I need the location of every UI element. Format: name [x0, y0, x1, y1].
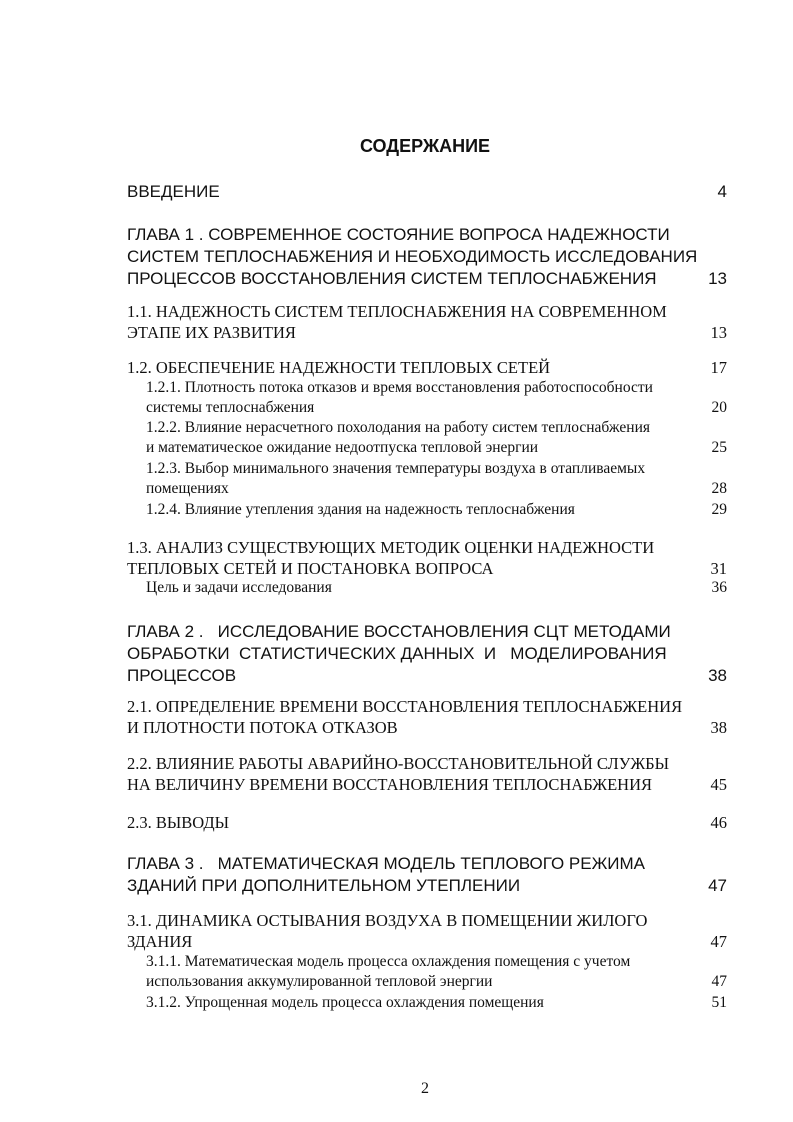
toc-title: СОДЕРЖАНИЕ: [359, 136, 491, 156]
toc-entry-line: Цель и задачи исследования: [146, 579, 332, 596]
toc-entry-line: И ПЛОТНОСТИ ПОТОКА ОТКАЗОВ: [127, 718, 398, 737]
toc-entry-page: 47: [710, 932, 727, 951]
toc-entry-line: ЗДАНИЯ: [127, 932, 193, 951]
toc-entry-page: 31: [710, 559, 727, 578]
toc-entry-line: ЭТАПЕ ИХ РАЗВИТИЯ: [127, 323, 296, 342]
toc-entry-line: помещениях: [146, 480, 229, 497]
toc-entry-line: ПРОЦЕССОВ ВОССТАНОВЛЕНИЯ СИСТЕМ ТЕПЛОСНАБЖЕНИЯ: [127, 269, 657, 288]
toc-entry-line: ГЛАВА 2 . ИССЛЕДОВАНИЕ ВОССТАНОВЛЕНИЯ СЦТ МЕТОДАМИ: [127, 622, 671, 641]
toc-entry-line: 1.2.2. Влияние нерасчетного похолодания на работу систем теплоснабжения: [146, 419, 650, 436]
toc-entry-line: 1.2.1. Плотность потока отказов и время восстановления работоспособности: [146, 379, 653, 396]
toc-entry-line: системы теплоснабжения: [146, 399, 315, 416]
toc-entry-page: 29: [711, 501, 727, 518]
toc-entry-line: ГЛАВА 3 . МАТЕМАТИЧЕСКАЯ МОДЕЛЬ ТЕПЛОВОГО РЕЖИМА: [127, 854, 646, 873]
toc-entry-line: НА ВЕЛИЧИНУ ВРЕМЕНИ ВОССТАНОВЛЕНИЯ ТЕПЛОСНАБЖЕНИЯ: [127, 775, 652, 794]
toc-entry-page: 20: [711, 399, 727, 416]
toc-entry-line: и математическое ожидание недоотпуска тепловой энергии: [146, 439, 539, 456]
toc-entry-line: ТЕПЛОВЫХ СЕТЕЙ И ПОСТАНОВКА ВОПРОСА: [127, 559, 494, 578]
toc-entry-line: 3.1.2. Упрощенная модель процесса охлаждения помещения: [146, 994, 544, 1011]
toc-entry-page: 38: [708, 666, 727, 685]
toc-entry-page: 38: [710, 718, 727, 737]
toc-entry-line: 2.1. ОПРЕДЕЛЕНИЕ ВРЕМЕНИ ВОССТАНОВЛЕНИЯ ТЕПЛОСНАБЖЕНИЯ: [127, 697, 683, 716]
toc-entry-page: 47: [708, 876, 727, 895]
toc-entry-line: 3.1. ДИНАМИКА ОСТЫВАНИЯ ВОЗДУХА В ПОМЕЩЕНИИ ЖИЛОГО: [127, 911, 648, 930]
toc-entry-page: 28: [711, 480, 727, 497]
toc-entry-line: 1.3. АНАЛИЗ СУЩЕСТВУЮЩИХ МЕТОДИК ОЦЕНКИ НАДЕЖНОСТИ: [127, 538, 655, 557]
toc-entry-page: 17: [710, 358, 727, 377]
toc-entry-line: ЗДАНИЙ ПРИ ДОПОЛНИТЕЛЬНОМ УТЕПЛЕНИИ: [127, 876, 521, 895]
toc-entry-line: 2.2. ВЛИЯНИЕ РАБОТЫ АВАРИЙНО-ВОССТАНОВИТЕЛЬНОЙ СЛУЖБЫ: [127, 754, 670, 773]
toc-entry-line: ВВЕДЕНИЕ: [127, 182, 220, 201]
toc-entry-page: 13: [708, 269, 727, 288]
toc-entry-line: ГЛАВА 1 . СОВРЕМЕННОЕ СОСТОЯНИЕ ВОПРОСА НАДЕЖНОСТИ: [127, 225, 670, 244]
page-number: 2: [421, 1080, 429, 1097]
toc-entry-page: 47: [711, 973, 727, 990]
toc-entry-page: 45: [710, 775, 727, 794]
toc-entry-line: СИСТЕМ ТЕПЛОСНАБЖЕНИЯ И НЕОБХОДИМОСТЬ ИССЛЕДОВАНИЯ: [127, 247, 698, 266]
toc-entry-line: ПРОЦЕССОВ: [127, 666, 237, 685]
toc-entry-page: 25: [711, 439, 727, 456]
toc-entry-page: 13: [710, 323, 727, 342]
toc-entry-line: 1.1. НАДЕЖНОСТЬ СИСТЕМ ТЕПЛОСНАБЖЕНИЯ НА СОВРЕМЕННОМ: [127, 302, 667, 321]
toc-entry-line: 1.2. ОБЕСПЕЧЕНИЕ НАДЕЖНОСТИ ТЕПЛОВЫХ СЕТЕЙ: [127, 358, 551, 377]
toc-entry-line: 1.2.3. Выбор минимального значения температуры воздуха в отапливаемых: [146, 460, 646, 477]
toc-entry-line: 1.2.4. Влияние утепления здания на надежность теплоснабжения: [146, 501, 575, 518]
toc-entry-page: 51: [711, 994, 727, 1011]
toc-entry-page: 36: [711, 579, 727, 596]
toc-entry-line: использования аккумулированной тепловой энергии: [146, 973, 493, 990]
toc-entry-line: ОБРАБОТКИ СТАТИСТИЧЕСКИХ ДАННЫХ И МОДЕЛИРОВАНИЯ: [127, 644, 667, 663]
toc-entry-line: 3.1.1. Математическая модель процесса охлаждения помещения с учетом: [146, 953, 631, 970]
toc-entry-line: 2.3. ВЫВОДЫ: [127, 813, 230, 832]
toc-entry-page: 4: [717, 182, 727, 201]
toc-entry-page: 46: [710, 813, 727, 832]
